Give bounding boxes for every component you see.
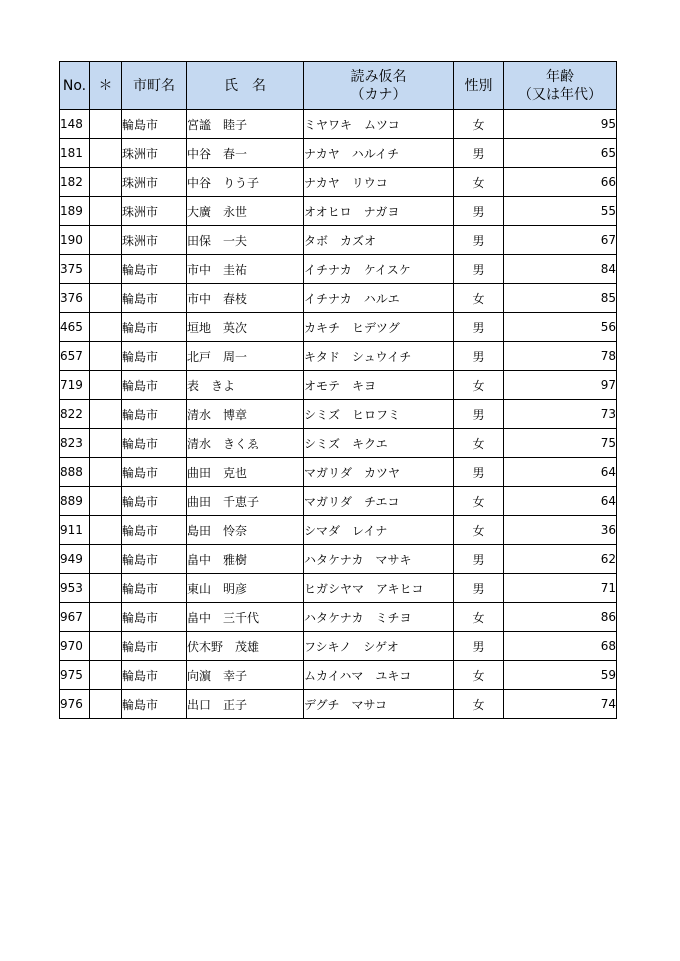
- cell-sex: 女: [454, 110, 504, 139]
- header-sex: 性別: [454, 62, 504, 110]
- cell-sex: 男: [454, 342, 504, 371]
- cell-sex: 男: [454, 139, 504, 168]
- cell-sex: 男: [454, 545, 504, 574]
- table-row: [60, 603, 617, 632]
- cell-age: 56: [504, 313, 617, 342]
- cell-no: 822: [60, 400, 90, 429]
- table-row: [60, 545, 617, 574]
- table-row: [60, 342, 617, 371]
- table-row: [60, 226, 617, 255]
- table-row: [60, 139, 617, 168]
- cell-no: 911: [60, 516, 90, 545]
- cell-no: 181: [60, 139, 90, 168]
- cell-name: 畠中 雅樹: [187, 545, 304, 574]
- cell-city: 輪島市: [122, 313, 187, 342]
- table-header: [60, 62, 617, 110]
- cell-kana: ミヤワキ ムツコ: [304, 110, 454, 139]
- cell-sex: 女: [454, 429, 504, 458]
- cell-name: 北戸 周一: [187, 342, 304, 371]
- cell-city: 輪島市: [122, 458, 187, 487]
- cell-city: 輪島市: [122, 371, 187, 400]
- cell-sex: 女: [454, 284, 504, 313]
- cell-mark: [90, 690, 122, 719]
- cell-no: 189: [60, 197, 90, 226]
- cell-no: 976: [60, 690, 90, 719]
- cell-city: 輪島市: [122, 690, 187, 719]
- cell-sex: 男: [454, 400, 504, 429]
- header-kana-line1: 読み仮名: [350, 68, 407, 85]
- table-row: [60, 690, 617, 719]
- cell-city: 輪島市: [122, 603, 187, 632]
- header-age-line2: （又は年代）: [518, 86, 602, 103]
- cell-kana: イチナカ ケイスケ: [304, 255, 454, 284]
- cell-mark: [90, 545, 122, 574]
- cell-no: 148: [60, 110, 90, 139]
- cell-age: 71: [504, 574, 617, 603]
- cell-no: 657: [60, 342, 90, 371]
- cell-age: 65: [504, 139, 617, 168]
- cell-age: 36: [504, 516, 617, 545]
- header-name: 氏 名: [187, 62, 304, 110]
- cell-age: 64: [504, 487, 617, 516]
- cell-no: 949: [60, 545, 90, 574]
- cell-mark: [90, 603, 122, 632]
- table-body: [60, 110, 617, 719]
- cell-age: 97: [504, 371, 617, 400]
- cell-no: 375: [60, 255, 90, 284]
- cell-kana: シミズ ヒロフミ: [304, 400, 454, 429]
- cell-sex: 女: [454, 516, 504, 545]
- table-row: [60, 487, 617, 516]
- cell-name: 中谷 りう子: [187, 168, 304, 197]
- cell-name: 畠中 三千代: [187, 603, 304, 632]
- cell-age: 55: [504, 197, 617, 226]
- cell-kana: ナカヤ ハルイチ: [304, 139, 454, 168]
- cell-mark: [90, 197, 122, 226]
- cell-mark: [90, 632, 122, 661]
- cell-age: 59: [504, 661, 617, 690]
- cell-mark: [90, 487, 122, 516]
- cell-name: 中谷 春一: [187, 139, 304, 168]
- cell-city: 珠洲市: [122, 226, 187, 255]
- cell-age: 74: [504, 690, 617, 719]
- cell-mark: [90, 110, 122, 139]
- cell-age: 86: [504, 603, 617, 632]
- cell-name: 市中 春枝: [187, 284, 304, 313]
- cell-city: 輪島市: [122, 545, 187, 574]
- cell-kana: ハタケナカ マサキ: [304, 545, 454, 574]
- cell-city: 輪島市: [122, 284, 187, 313]
- table-row: [60, 574, 617, 603]
- cell-kana: オオヒロ ナガヨ: [304, 197, 454, 226]
- cell-kana: シマダ レイナ: [304, 516, 454, 545]
- cell-kana: マガリダ カツヤ: [304, 458, 454, 487]
- cell-kana: ハタケナカ ミチヨ: [304, 603, 454, 632]
- cell-name: 田保 一夫: [187, 226, 304, 255]
- cell-sex: 女: [454, 661, 504, 690]
- header-no: No.: [60, 62, 90, 110]
- cell-kana: キタド シュウイチ: [304, 342, 454, 371]
- header-age: [504, 62, 617, 110]
- cell-mark: [90, 139, 122, 168]
- cell-city: 輪島市: [122, 661, 187, 690]
- cell-city: 珠洲市: [122, 197, 187, 226]
- cell-mark: [90, 458, 122, 487]
- cell-sex: 男: [454, 313, 504, 342]
- roster-table: [59, 61, 617, 719]
- cell-sex: 女: [454, 487, 504, 516]
- cell-age: 84: [504, 255, 617, 284]
- cell-name: 清水 きくゑ: [187, 429, 304, 458]
- cell-sex: 女: [454, 690, 504, 719]
- cell-city: 輪島市: [122, 487, 187, 516]
- cell-mark: [90, 400, 122, 429]
- table-row: [60, 400, 617, 429]
- cell-city: 珠洲市: [122, 139, 187, 168]
- cell-city: 珠洲市: [122, 168, 187, 197]
- cell-name: 曲田 千恵子: [187, 487, 304, 516]
- cell-sex: 女: [454, 168, 504, 197]
- cell-mark: [90, 284, 122, 313]
- cell-kana: タボ カズオ: [304, 226, 454, 255]
- table-row: [60, 661, 617, 690]
- cell-city: 輪島市: [122, 342, 187, 371]
- cell-no: 888: [60, 458, 90, 487]
- cell-kana: シミズ キクエ: [304, 429, 454, 458]
- cell-age: 68: [504, 632, 617, 661]
- table-row: [60, 516, 617, 545]
- cell-kana: フシキノ シゲオ: [304, 632, 454, 661]
- cell-mark: [90, 429, 122, 458]
- header-city: 市町名: [122, 62, 187, 110]
- cell-kana: オモテ キヨ: [304, 371, 454, 400]
- cell-no: 889: [60, 487, 90, 516]
- table-row: [60, 197, 617, 226]
- cell-no: 465: [60, 313, 90, 342]
- table-row: [60, 371, 617, 400]
- cell-name: 大廣 永世: [187, 197, 304, 226]
- cell-name: 表 きよ: [187, 371, 304, 400]
- cell-sex: 男: [454, 255, 504, 284]
- cell-mark: [90, 574, 122, 603]
- cell-mark: [90, 168, 122, 197]
- cell-name: 清水 博章: [187, 400, 304, 429]
- cell-no: 975: [60, 661, 90, 690]
- cell-no: 953: [60, 574, 90, 603]
- cell-name: 宮謐 睦子: [187, 110, 304, 139]
- cell-no: 376: [60, 284, 90, 313]
- table-row: [60, 429, 617, 458]
- header-row: [60, 62, 617, 110]
- table-row: [60, 110, 617, 139]
- cell-sex: 男: [454, 458, 504, 487]
- cell-sex: 男: [454, 632, 504, 661]
- table-row: [60, 458, 617, 487]
- cell-sex: 女: [454, 371, 504, 400]
- cell-age: 64: [504, 458, 617, 487]
- cell-kana: イチナカ ハルエ: [304, 284, 454, 313]
- cell-name: 向濵 幸子: [187, 661, 304, 690]
- cell-age: 75: [504, 429, 617, 458]
- cell-kana: ナカヤ リウコ: [304, 168, 454, 197]
- table-row: [60, 313, 617, 342]
- cell-mark: [90, 342, 122, 371]
- cell-city: 輪島市: [122, 400, 187, 429]
- table-row: [60, 168, 617, 197]
- cell-name: 東山 明彦: [187, 574, 304, 603]
- cell-mark: [90, 255, 122, 284]
- cell-city: 輪島市: [122, 516, 187, 545]
- cell-mark: [90, 226, 122, 255]
- cell-city: 輪島市: [122, 255, 187, 284]
- cell-age: 66: [504, 168, 617, 197]
- header-age-line1: 年齢: [546, 68, 574, 85]
- cell-sex: 男: [454, 226, 504, 255]
- cell-city: 輪島市: [122, 574, 187, 603]
- cell-name: 市中 圭祐: [187, 255, 304, 284]
- cell-city: 輪島市: [122, 110, 187, 139]
- cell-age: 62: [504, 545, 617, 574]
- cell-kana: カキチ ヒデツグ: [304, 313, 454, 342]
- cell-kana: マガリダ チエコ: [304, 487, 454, 516]
- header-kana-line2: （カナ）: [350, 86, 407, 103]
- header-mark: ＊: [90, 62, 122, 110]
- cell-kana: デグチ マサコ: [304, 690, 454, 719]
- cell-no: 719: [60, 371, 90, 400]
- cell-name: 島田 怜奈: [187, 516, 304, 545]
- cell-no: 967: [60, 603, 90, 632]
- header-kana: [304, 62, 454, 110]
- cell-age: 67: [504, 226, 617, 255]
- cell-sex: 男: [454, 197, 504, 226]
- cell-mark: [90, 661, 122, 690]
- cell-mark: [90, 371, 122, 400]
- cell-sex: 女: [454, 603, 504, 632]
- table-row: [60, 255, 617, 284]
- cell-no: 823: [60, 429, 90, 458]
- cell-age: 78: [504, 342, 617, 371]
- cell-city: 輪島市: [122, 632, 187, 661]
- cell-age: 73: [504, 400, 617, 429]
- cell-name: 出口 正子: [187, 690, 304, 719]
- cell-city: 輪島市: [122, 429, 187, 458]
- table-row: [60, 632, 617, 661]
- cell-name: 曲田 克也: [187, 458, 304, 487]
- cell-age: 95: [504, 110, 617, 139]
- table-row: [60, 284, 617, 313]
- cell-age: 85: [504, 284, 617, 313]
- cell-sex: 男: [454, 574, 504, 603]
- cell-mark: [90, 516, 122, 545]
- cell-no: 970: [60, 632, 90, 661]
- cell-no: 190: [60, 226, 90, 255]
- cell-kana: ムカイハマ ユキコ: [304, 661, 454, 690]
- cell-kana: ヒガシヤマ アキヒコ: [304, 574, 454, 603]
- cell-mark: [90, 313, 122, 342]
- cell-name: 垣地 英次: [187, 313, 304, 342]
- cell-no: 182: [60, 168, 90, 197]
- cell-name: 伏木野 茂雄: [187, 632, 304, 661]
